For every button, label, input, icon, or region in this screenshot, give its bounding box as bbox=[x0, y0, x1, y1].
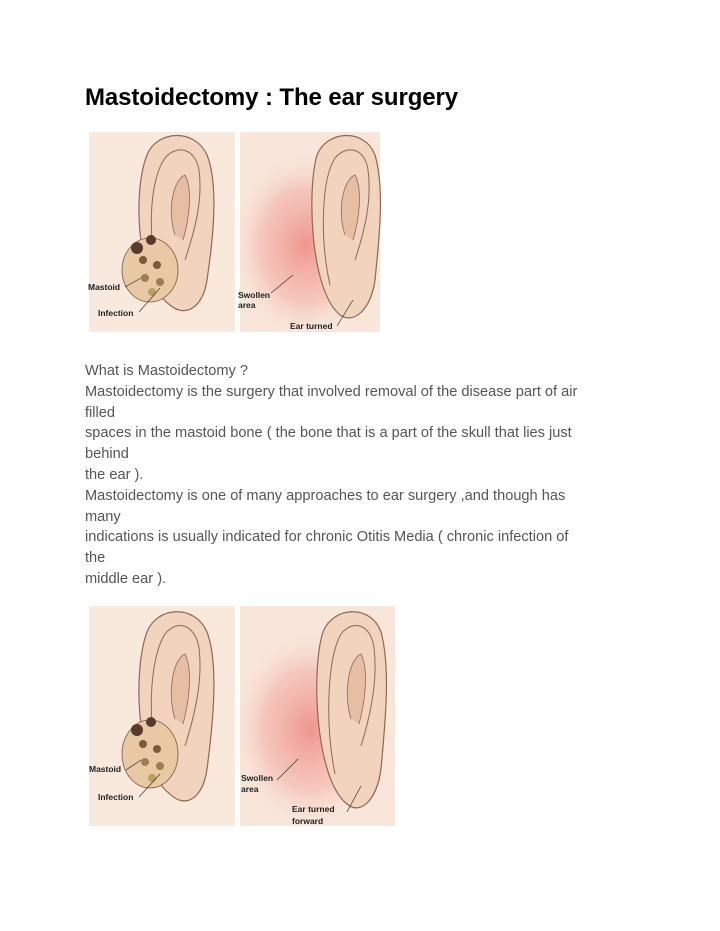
label-swollen: Swollen bbox=[241, 773, 274, 783]
text-line: What is Mastoidectomy ? bbox=[85, 363, 249, 379]
ear-illustration-svg bbox=[85, 130, 405, 335]
text-line: Mastoidectomy is the surgery that involved removal of the disease part of air bbox=[85, 383, 578, 400]
text-line: middle ear ). bbox=[85, 570, 167, 587]
ear-illustration-2 bbox=[85, 604, 405, 830]
label-ear-turned: Ear turned bbox=[292, 804, 335, 814]
label-ear-turned: Ear turned bbox=[290, 321, 333, 331]
label-area: area bbox=[241, 784, 259, 794]
label-forward: forward bbox=[292, 816, 324, 826]
text-line: filled bbox=[85, 404, 116, 421]
label-area: area bbox=[238, 300, 256, 310]
text-line: indications is usually indicated for chronic Otitis Media ( chronic infection of bbox=[85, 529, 569, 546]
text-line: many bbox=[85, 508, 121, 525]
label-infection: Infection bbox=[98, 308, 134, 318]
label-swollen: Swollen bbox=[238, 290, 271, 300]
body-text bbox=[85, 361, 635, 590]
text-line: behind bbox=[85, 446, 129, 463]
text-line: the ear ). bbox=[85, 466, 144, 483]
text-line: Mastoidectomy is one of many approaches to ear surgery ,and though has bbox=[85, 487, 566, 504]
label-mastoid: Mastoid bbox=[89, 764, 122, 774]
page-title: Mastoidectomy : The ear surgery bbox=[85, 84, 459, 111]
text-line: spaces in the mastoid bone ( the bone that is a part of the skull that lies just bbox=[85, 425, 572, 442]
label-mastoid: Mastoid bbox=[88, 282, 121, 292]
label-infection: Infection bbox=[98, 792, 134, 802]
text-line: the bbox=[85, 550, 106, 567]
ear-illustration-1 bbox=[85, 130, 405, 335]
ear-illustration-svg bbox=[85, 604, 405, 830]
